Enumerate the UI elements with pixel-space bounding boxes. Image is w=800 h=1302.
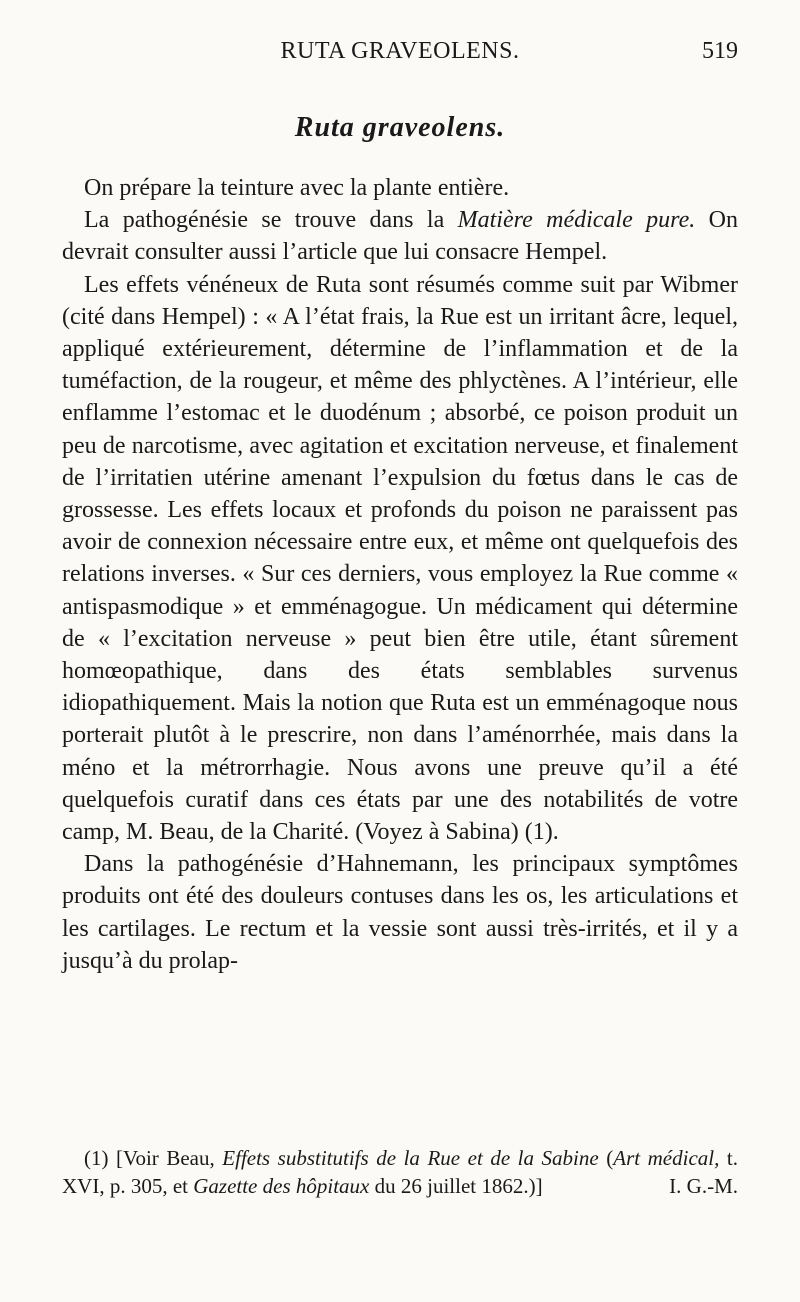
footnote-italic-title: Gazette des hôpitaux	[193, 1174, 370, 1198]
paragraph: Dans la pathogénésie d’Hahnemann, les principaux symptômes produits ont été des douleurs contuses dans les os, les articulations et les cartilages. Le rectum et la vessie sont aussi très-irrités, et il y a jusqu’à du prolap-	[62, 851, 738, 974]
paragraph: Les effets vénéneux de Ruta sont résumés comme suit par Wibmer (cité dans Hempel) : « A l’état frais, la Rue est un irritant âcre, lequel, appliqué extérieurement, détermine de l’inflammation et de la tuméfaction, de la rougeur, et même des phlyctènes. A l’intérieur, elle enflamme l’estomac et le duodénum ; absorbé, ce poison produit un peu de narcotisme, avec agitation et excitation nerveuse, et finalement de l’irritatien utérine amenant l’expulsion du fœtus dans le cas de grossesse. Les effets locaux et profonds du poison ne paraissent pas avoir de connexion nécessaire entre eux, et même ont quelquefois des relations inverses. « Sur ces derniers, vous employez la Rue comme « antispasmodique » et emménagogue. Un médicament qui détermine de « l’excitation nerveuse » peut bien être utile, étant sûrement homœopathique, dans des états semblables survenus idiopathiquement. Mais la notion que Ruta est un emménagoque nous porterait plutôt à le prescrire, non dans l’aménorrhée, mais dans la méno et la métrorrhagie. Nous avons une preuve qu’il a été quelquefois curatif dans ces états par une des notabilités de votre camp, M. Beau, de la Charité. (Voyez à Sabina) (1).	[62, 271, 738, 846]
body-text	[62, 172, 738, 977]
footnote	[62, 1144, 738, 1200]
footnote-signature: I. G.-M.	[669, 1174, 738, 1198]
footnote-text-part: t. XVI, p. 305, et	[62, 1146, 738, 1198]
paragraph: On prépare la teinture avec la plante entière.	[84, 175, 510, 201]
paragraph	[62, 204, 738, 268]
running-head: RUTA GRAVEOLENS.	[280, 38, 520, 64]
page-number: 519	[702, 38, 738, 64]
footnote-italic-title: Effets substitutifs de la Rue et de la Sabine	[222, 1146, 599, 1170]
footnote-text-part: du 26 juillet 1862.)]	[369, 1174, 543, 1198]
footnote-text-part: (	[598, 1146, 614, 1170]
footnote-italic-title: Art médical,	[613, 1146, 720, 1170]
footnote-text-part: (1) [Voir Beau,	[84, 1146, 223, 1170]
page-header	[62, 38, 738, 74]
italic-book-title: Matière médicale pure.	[457, 207, 696, 234]
footnote-text	[62, 1144, 738, 1200]
section-title: Ruta graveolens.	[294, 112, 506, 143]
paragraph-text: On devrait consulter aussi l’article que lui consacre Hempel.	[62, 207, 739, 266]
paragraph-text: La pathogénésie se trouve dans la	[84, 207, 458, 234]
